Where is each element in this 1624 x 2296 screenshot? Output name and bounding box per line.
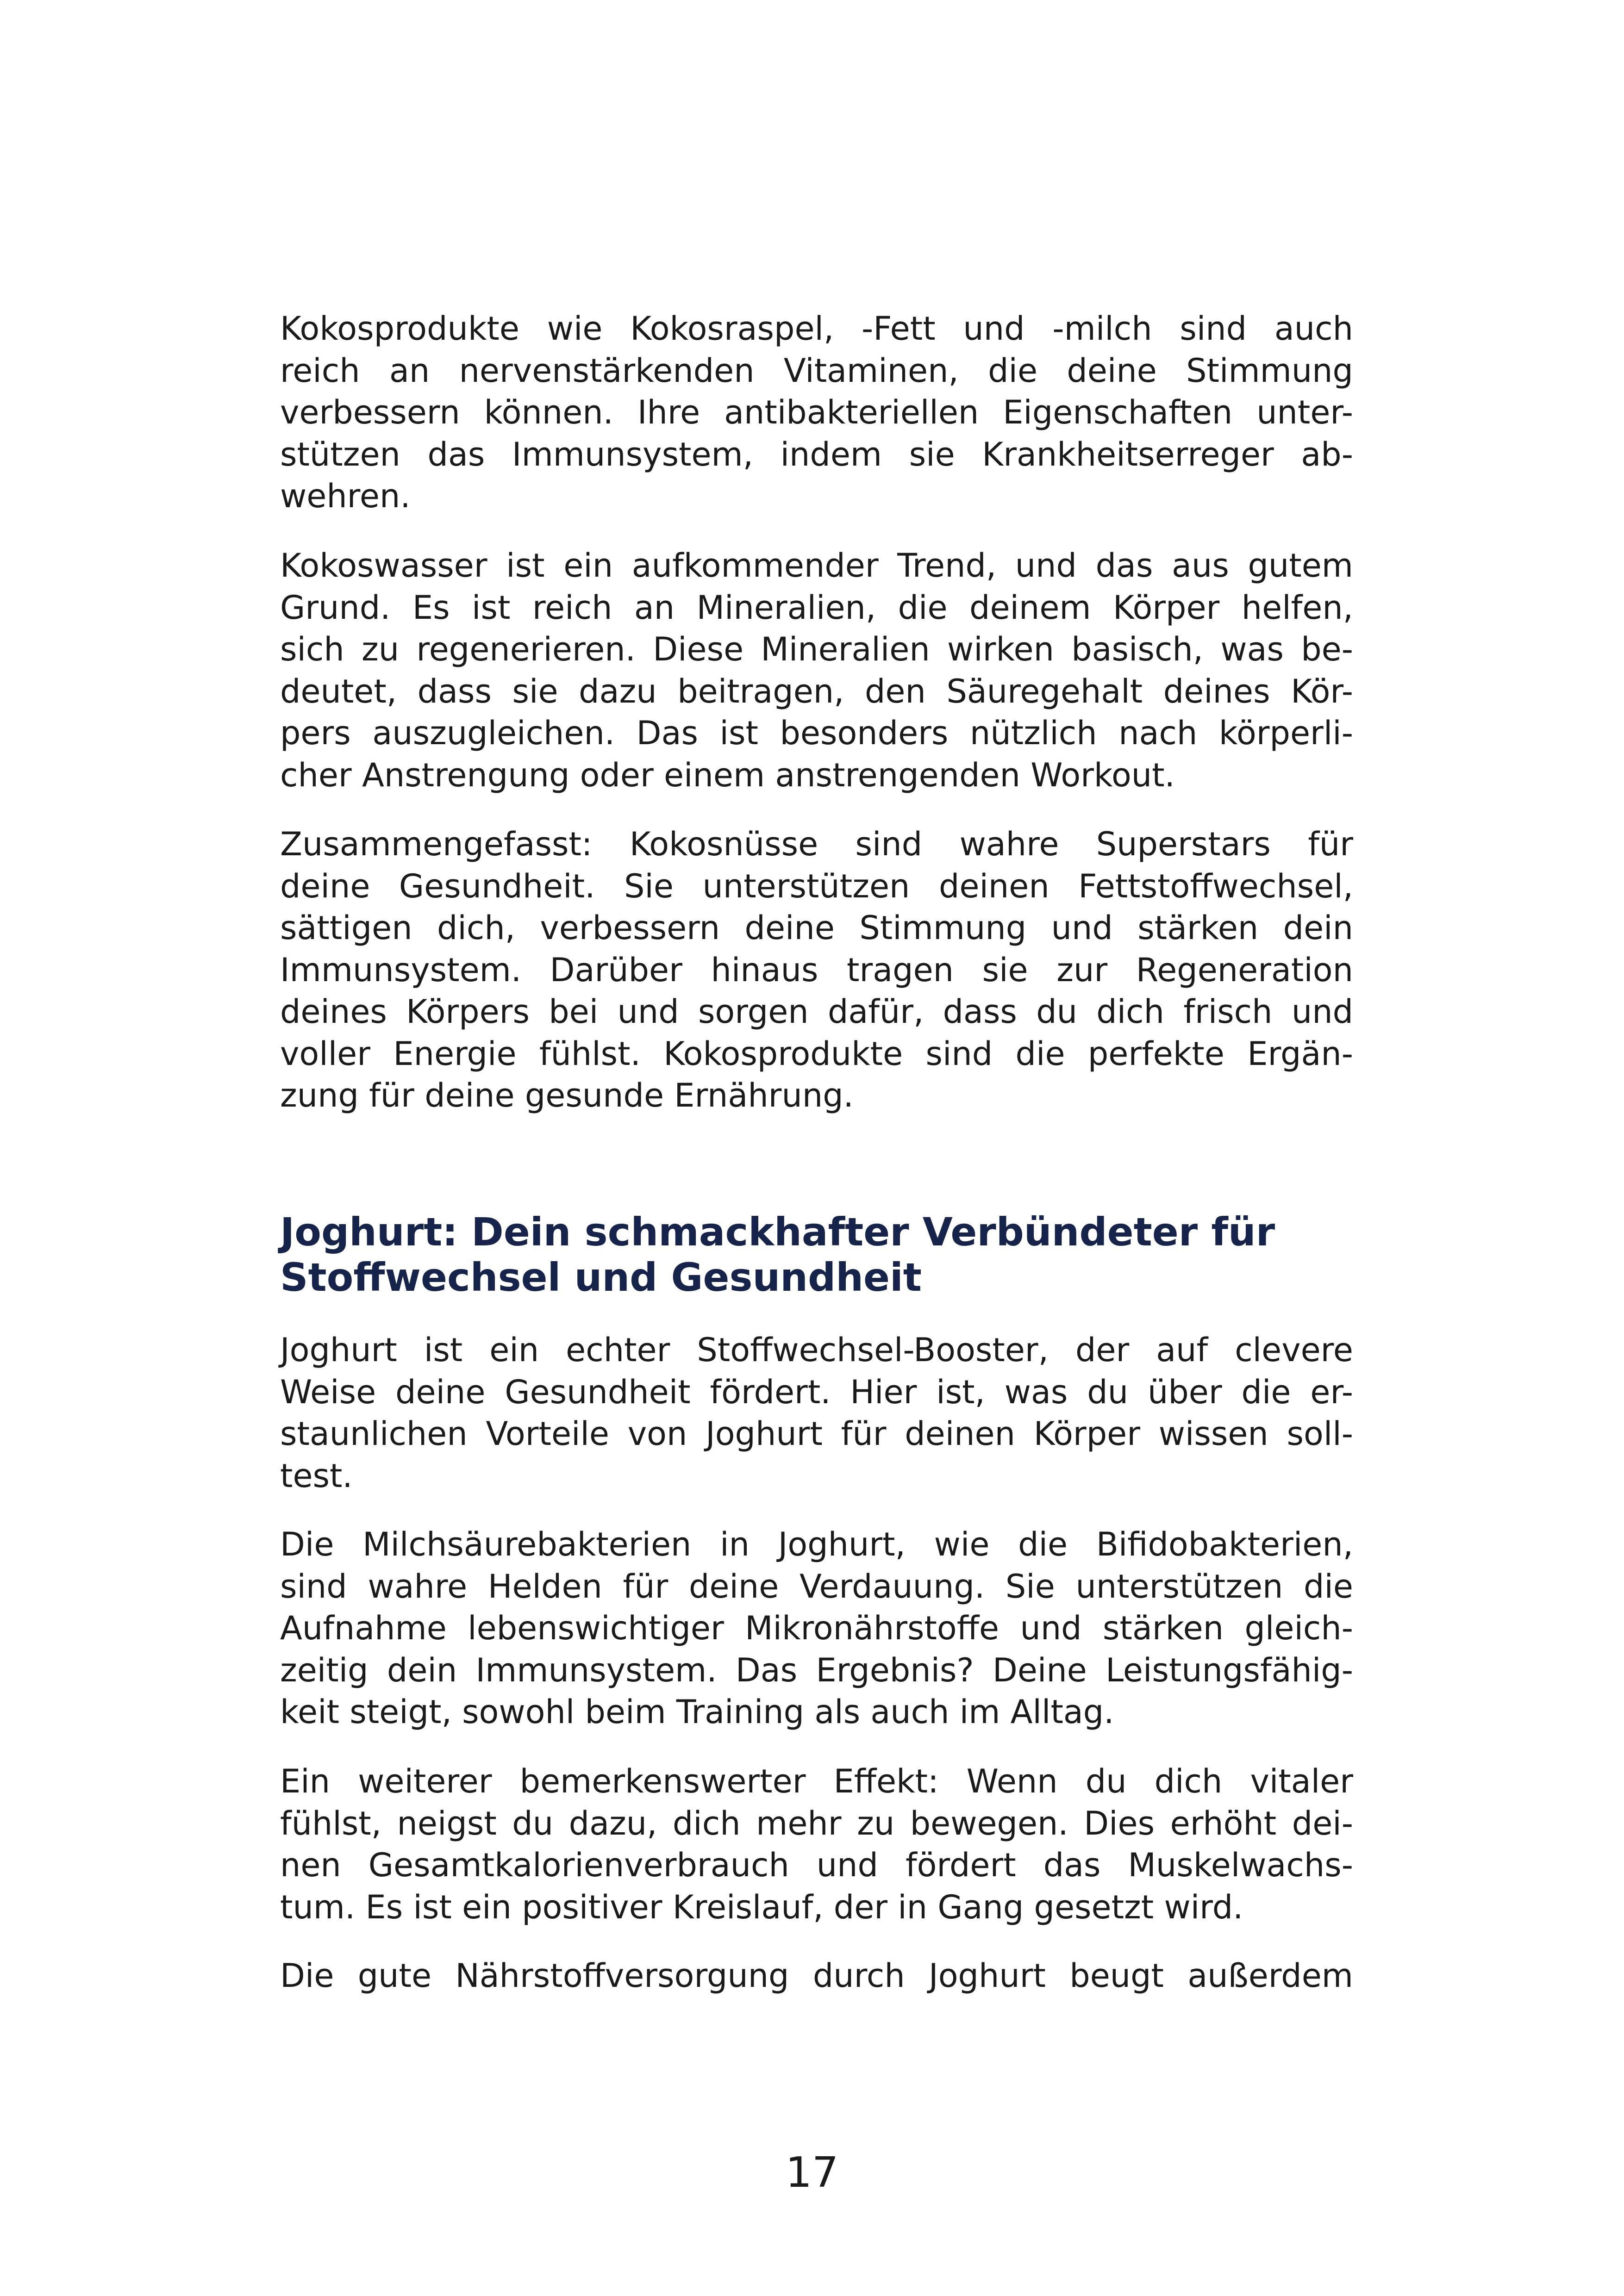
text-line: zung für deine gesunde Ernährung. <box>280 1076 854 1114</box>
text-line: keit steigt, sowohl beim Training als auch im Alltag. <box>280 1693 1114 1731</box>
text-line: sind wahre Helden für deine Verdauung. Sie unterstützen die <box>280 1567 1353 1605</box>
text-line: verbessern können. Ihre antibakteriellen Eigenschaften unter- <box>280 393 1353 431</box>
text-line: voller Energie fühlst. Kokosprodukte sind die perfekte Ergän- <box>280 1034 1353 1073</box>
paragraph-coconut-products <box>280 308 1353 517</box>
section-heading <box>280 1209 1353 1300</box>
text-line: Weise deine Gesundheit fördert. Hier ist, was du über die er- <box>280 1373 1353 1411</box>
paragraph-coconut-water <box>280 545 1353 796</box>
text-line: fühlst, neigst du dazu, dich mehr zu bewegen. Dies erhöht dei- <box>280 1804 1353 1842</box>
text-line: Die Milchsäurebakterien in Joghurt, wie die Bifidobakterien, <box>280 1525 1353 1563</box>
text-line: sich zu regenerieren. Diese Mineralien wirken basisch, was be- <box>280 630 1353 668</box>
paragraph-yogurt-intro <box>280 1329 1353 1497</box>
text-line: reich an nervenstärkenden Vitaminen, die deine Stimmung <box>280 351 1353 390</box>
text-line: tum. Es ist ein positiver Kreislauf, der in Gang gesetzt wird. <box>280 1888 1243 1926</box>
text-line: Aufnahme lebenswichtiger Mikronährstoffe und stärken gleich- <box>280 1609 1353 1647</box>
paragraph-summary <box>280 823 1353 1117</box>
paragraph-further-effect <box>280 1761 1353 1928</box>
heading-line: Stoffwechsel und Gesundheit <box>280 1255 922 1300</box>
text-line: stützen das Immunsystem, indem sie Krankheitserreger ab- <box>280 435 1353 473</box>
text-line: Kokoswasser ist ein aufkommender Trend, und das aus gutem <box>280 547 1353 585</box>
text-line: Joghurt ist ein echter Stoffwechsel-Booster, der auf clevere <box>280 1331 1353 1369</box>
text-line: pers auszugleichen. Das ist besonders nützlich nach körperli- <box>280 714 1353 752</box>
text-line: cher Anstrengung oder einem anstrengenden Workout. <box>280 756 1175 794</box>
paragraph-lactic-bacteria <box>280 1524 1353 1733</box>
paragraph-nutrient-supply <box>280 1955 1353 1997</box>
page-number: 17 <box>785 2148 839 2197</box>
text-line: Zusammengefasst: Kokosnüsse sind wahre Superstars für <box>280 825 1353 863</box>
text-line: staunlichen Vorteile von Joghurt für deinen Körper wissen soll- <box>280 1415 1353 1453</box>
text-line: sättigen dich, verbessern deine Stimmung und stärken dein <box>280 909 1353 947</box>
text-line: nen Gesamtkalorienverbrauch und fördert das Muskelwachs- <box>280 1846 1353 1884</box>
text-line: Die gute Nährstoffversorgung durch Joghurt beugt außerdem <box>280 1957 1353 1995</box>
text-line: zeitig dein Immunsystem. Das Ergebnis? Deine Leistungsfähig- <box>280 1651 1353 1689</box>
text-line: Grund. Es ist reich an Mineralien, die deinem Körper helfen, <box>280 588 1353 627</box>
text-line: test. <box>280 1456 353 1495</box>
text-line: wehren. <box>280 477 411 515</box>
text-line: deines Körpers bei und sorgen dafür, dass du dich frisch und <box>280 993 1353 1031</box>
text-line: Kokosprodukte wie Kokosraspel, -Fett und -milch sind auch <box>280 310 1353 348</box>
text-line: Ein weiterer bemerkenswerter Effekt: Wenn du dich vitaler <box>280 1762 1353 1800</box>
heading-line: Joghurt: Dein schmackhafter Verbündeter für <box>280 1209 1275 1255</box>
text-line: deine Gesundheit. Sie unterstützen deinen Fettstoffwechsel, <box>280 867 1353 905</box>
text-line: deutet, dass sie dazu beitragen, den Säuregehalt deines Kör- <box>280 672 1353 710</box>
text-line: Immunsystem. Darüber hinaus tragen sie zur Regeneration <box>280 951 1353 989</box>
